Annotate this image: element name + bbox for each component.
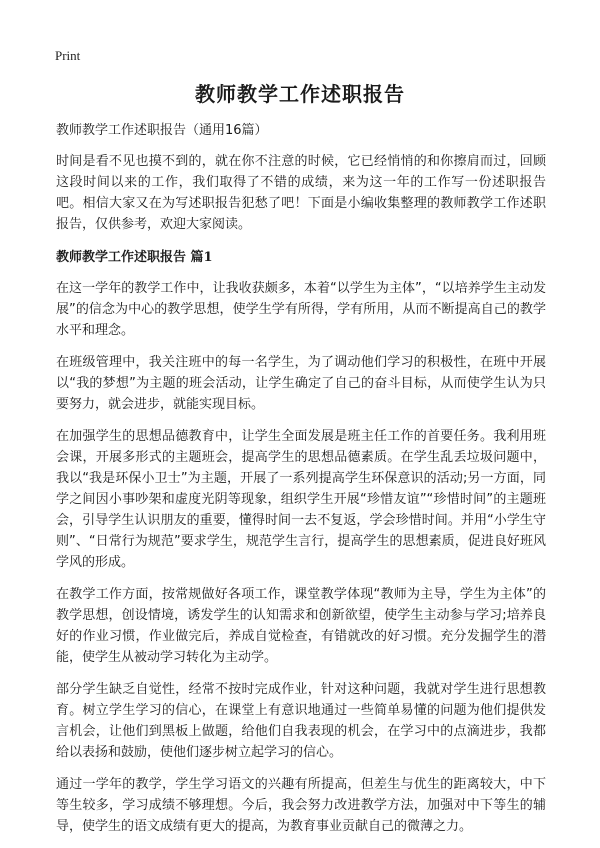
body-paragraph: 在这一学年的教学工作中，让我收获颇多，本着“以学生为主体”，“以培养学生主动发展”的信念为中心的教学思想，使学生学有所得，学有所用，从而不断提高自己的教学水平和理念。 <box>56 281 546 338</box>
intro-paragraph: 时间是看不见也摸不到的，就在你不注意的时候，它已经悄悄的和你擦肩而过，回顾这段时间以来的工作，我们取得了不错的成绩，来为这一年的工作写一份述职报告吧。相信大家又在为写述职报告犯愁了吧！下面是小编收集整理的教师教学工作述职报告，仅供参考，欢迎大家阅读。 <box>56 154 546 232</box>
print-link[interactable]: Print <box>55 48 81 63</box>
document-body <box>56 120 546 848</box>
page-title: 教师教学工作述职报告 <box>195 82 405 106</box>
body-paragraph: 在班级管理中，我关注班中的每一名学生，为了调动他们学习的积极性，在班中开展以“我的梦想”为主题的班会活动，让学生确定了自己的奋斗目标，从而使学生认为只要努力，就会进步，就能实现目标。 <box>56 355 546 412</box>
body-paragraph: 在加强学生的思想品德教育中，让学生全面发展是班主任工作的首要任务。我利用班会课，开展多形式的主题班会，提高学生的思想品德素质。在学生乱丢垃圾问题中，我以“我是环保小卫士”为主题，开展了一系列提高学生环保意识的活动;另一方面，同学之间因小事吵架和虚度光阴等现象，组织学生开展“珍惜友谊”“珍惜时间”的主题班会，引导学生认识朋友的重要，懂得时间一去不复返，学会珍惜时间。并用“小学生守则”、“日常行为规范”要求学生，规范学生言行，提高学生的思想素质，促进良好班风学风的形成。 <box>56 429 546 570</box>
body-paragraph: 部分学生缺乏自觉性，经常不按时完成作业，针对这种问题，我就对学生进行思想教育。树立学生学习的信心，在课堂上有意识地通过一些简单易懂的问题为他们提供发言机会，让他们到黑板上做题，给他们自我表现的机会，在学习中的点滴进步，我都给以表扬和鼓励，使他们逐步树立起学习的信心。 <box>56 682 546 760</box>
section-heading: 教师教学工作述职报告 篇1 <box>56 250 213 265</box>
document-subtitle: 教师教学工作述职报告（通用16篇） <box>56 123 268 138</box>
body-paragraph: 通过一学年的教学，学生学习语文的兴趣有所提高，但差生与优生的距离较大，中下等生较多，学习成绩不够理想。今后，我会努力改进教学方法，加强对中下等生的辅导，使学生的语文成绩有更大的提高，为教育事业贡献自己的微薄之力。 <box>56 777 546 834</box>
body-paragraph: 在教学工作方面，按常规做好各项工作，课堂教学体现“教师为主导，学生为主体”的教学思想，创设情境，诱发学生的认知需求和创新欲望，使学生主动参与学习;培养良好的作业习惯，作业做完后，养成自觉检查，有错就改的好习惯。充分发掘学生的潜能，使学生从被动学习转化为主动学。 <box>56 587 546 665</box>
